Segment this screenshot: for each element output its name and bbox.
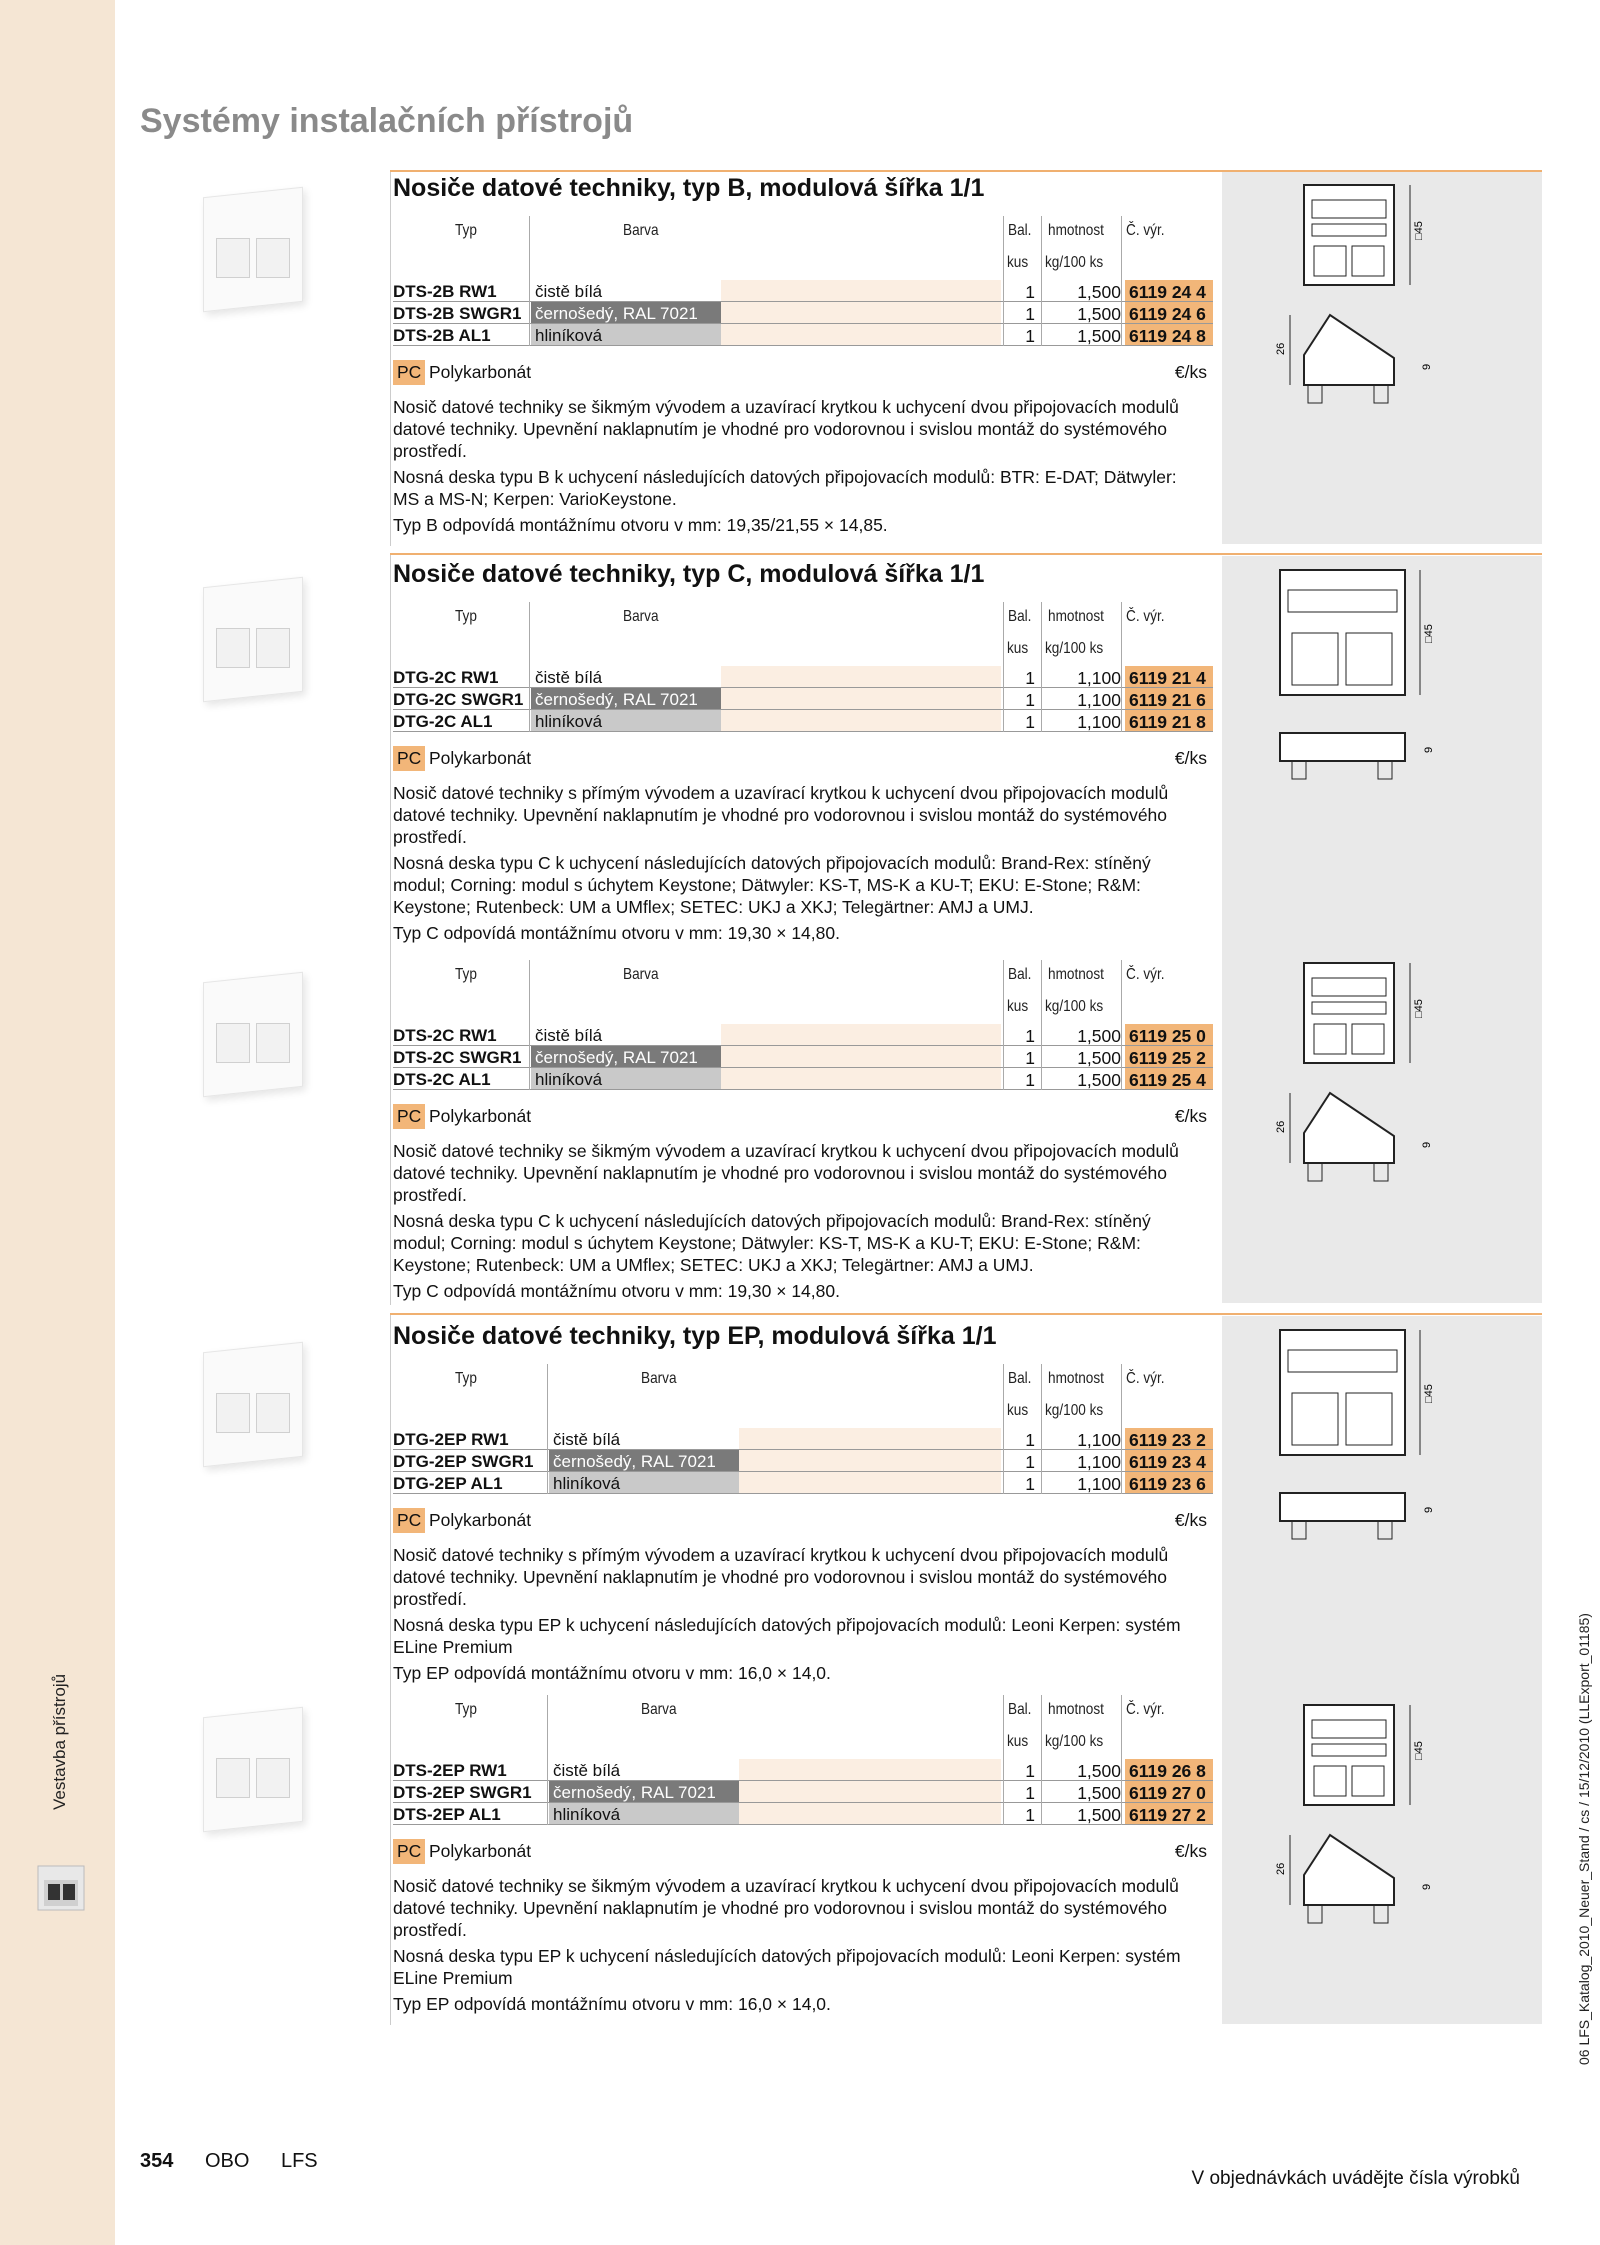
- description-paragraph: Typ C odpovídá montážnímu otvoru v mm: 19,30 × 14,80.: [393, 923, 840, 943]
- row-typ: DTS-2EP RW1: [393, 1761, 507, 1780]
- product-section: [393, 1695, 1213, 2019]
- row-barva: čistě bílá: [553, 1761, 621, 1780]
- header-kg: kg/100 ks: [1045, 1733, 1104, 1750]
- header-typ: Typ: [455, 1701, 477, 1718]
- table-row: [393, 1450, 1213, 1472]
- header-hmotnost: hmotnost: [1048, 1701, 1104, 1718]
- description-paragraph: Nosná deska typu EP k uchycení následujících datových připojovacích modulů: Leoni Kerpen: systém ELine Premium: [393, 1946, 1181, 1988]
- row-hmotnost: 1,500: [1077, 304, 1121, 324]
- header-bal: Bal.: [1008, 222, 1032, 239]
- svg-text:9: 9: [1421, 1883, 1433, 1890]
- row-cislo: 6119 23 4: [1125, 1450, 1213, 1471]
- header-barva: Barva: [623, 966, 659, 983]
- row-kus: 1: [1025, 282, 1035, 302]
- row-kus: 1: [1025, 1474, 1035, 1494]
- row-kus: 1: [1025, 326, 1035, 346]
- document-reference: 06 LFS_Katalog_2010_Neuer_Stand / cs / 15/12/2010 (LLExport_01185): [1576, 1613, 1592, 2065]
- row-kus: 1: [1025, 1048, 1035, 1068]
- product-table: [393, 602, 1213, 732]
- table-subheader: [393, 634, 1213, 666]
- svg-text:□45: □45: [1423, 1384, 1435, 1403]
- page-number: 354: [140, 2150, 174, 2172]
- header-cvyr: Č. výr.: [1126, 1370, 1165, 1387]
- row-hmotnost: 1,500: [1077, 1761, 1121, 1781]
- product-description: [393, 782, 1193, 944]
- header-kus: kus: [1007, 1402, 1029, 1419]
- material-label: Polykarbonát: [429, 362, 532, 382]
- row-cislo: 6119 23 6: [1125, 1472, 1213, 1493]
- table-header: [393, 1364, 1213, 1396]
- row-typ: DTS-2C RW1: [393, 1026, 497, 1045]
- row-barva: hliníková: [549, 1803, 739, 1824]
- description-paragraph: Nosič datové techniky se šikmým vývodem a uzavírací krytkou k uchycení dvou připojovacích modulů datové techniky. Upevnění naklapnutím je vhodné pro vodorovnou i svislou montáž do systémového prostředí.: [393, 1141, 1179, 1205]
- svg-text:9: 9: [1423, 746, 1435, 753]
- technical-drawing-angled: [1250, 180, 1450, 410]
- header-barva: Barva: [641, 1701, 677, 1718]
- row-barva: hliníková: [531, 1068, 721, 1089]
- product-title: Nosiče datové techniky, typ C, modulová šířka 1/1: [393, 560, 985, 588]
- table-header: [393, 1695, 1213, 1727]
- description-paragraph: Typ C odpovídá montážnímu otvoru v mm: 19,30 × 14,80.: [393, 1281, 840, 1301]
- page-footer: [140, 2150, 344, 2173]
- table-row: [393, 1781, 1213, 1803]
- table-header: [393, 602, 1213, 634]
- product-photo: [188, 1700, 318, 1840]
- header-cvyr: Č. výr.: [1126, 966, 1165, 983]
- footer-series: LFS: [280, 2150, 318, 2172]
- row-barva: hliníková: [549, 1472, 739, 1493]
- table-subheader: [393, 1396, 1213, 1428]
- table-subheader: [393, 248, 1213, 280]
- material-code: PC: [393, 1839, 425, 1864]
- description-paragraph: Typ EP odpovídá montážnímu otvoru v mm: 16,0 × 14,0.: [393, 1663, 831, 1683]
- technical-drawing-angled: [1250, 1700, 1450, 1930]
- header-cvyr: Č. výr.: [1126, 222, 1165, 239]
- section-separator: [390, 553, 1542, 555]
- row-hmotnost: 1,100: [1077, 690, 1121, 710]
- price-unit: €/ks: [1174, 748, 1207, 768]
- row-hmotnost: 1,500: [1077, 1783, 1121, 1803]
- description-paragraph: Nosná deska typu EP k uchycení následujících datových připojovacích modulů: Leoni Kerpen: systém ELine Premium: [393, 1615, 1181, 1657]
- row-kus: 1: [1025, 1070, 1035, 1090]
- row-barva: čistě bílá: [535, 282, 603, 301]
- row-typ: DTG-2EP SWGR1: [393, 1452, 534, 1471]
- row-typ: DTS-2EP AL1: [393, 1805, 501, 1824]
- table-row: [393, 302, 1213, 324]
- product-table: [393, 1695, 1213, 1825]
- table-row: [393, 1068, 1213, 1090]
- section-side-label: Vestavba přístrojů: [50, 1673, 69, 1810]
- row-cislo: 6119 27 2: [1125, 1803, 1213, 1824]
- material-code: PC: [393, 746, 425, 771]
- row-cislo: 6119 27 0: [1125, 1781, 1213, 1802]
- material-label: Polykarbonát: [429, 748, 532, 768]
- product-section: [393, 174, 1213, 540]
- row-cislo: 6119 24 6: [1125, 302, 1213, 323]
- product-description: [393, 1544, 1193, 1684]
- description-paragraph: Typ EP odpovídá montážnímu otvoru v mm: 16,0 × 14,0.: [393, 1994, 831, 2014]
- row-kus: 1: [1025, 1783, 1035, 1803]
- row-cislo: 6119 24 4: [1125, 280, 1213, 301]
- material-line: [393, 1839, 1213, 1869]
- row-kus: 1: [1025, 1805, 1035, 1825]
- material-line: [393, 746, 1213, 776]
- row-cislo: 6119 23 2: [1125, 1428, 1213, 1449]
- header-typ: Typ: [455, 608, 477, 625]
- product-table: [393, 960, 1213, 1090]
- product-photo: [188, 570, 318, 710]
- header-hmotnost: hmotnost: [1048, 966, 1104, 983]
- table-row: [393, 1472, 1213, 1494]
- row-kus: 1: [1025, 1026, 1035, 1046]
- row-cislo: 6119 25 4: [1125, 1068, 1213, 1089]
- header-barva: Barva: [623, 608, 659, 625]
- svg-text:□45: □45: [1413, 221, 1425, 240]
- product-section: [393, 1322, 1213, 1688]
- table-row: [393, 1759, 1213, 1781]
- header-typ: Typ: [455, 222, 477, 239]
- row-typ: DTS-2C SWGR1: [393, 1048, 522, 1067]
- header-barva: Barva: [623, 222, 659, 239]
- product-description: [393, 1140, 1193, 1302]
- table-row: [393, 1428, 1213, 1450]
- row-cislo: 6119 21 6: [1125, 688, 1213, 709]
- description-paragraph: Nosič datové techniky s přímým vývodem a uzavírací krytkou k uchycení dvou připojovacích modulů datové techniky. Upevnění naklapnutím je vhodné pro vodorovnou i svislou montáž do systémového prostředí.: [393, 1545, 1169, 1609]
- header-kg: kg/100 ks: [1045, 254, 1104, 271]
- material-label: Polykarbonát: [429, 1841, 532, 1861]
- row-kus: 1: [1025, 690, 1035, 710]
- svg-text:26: 26: [1275, 1862, 1287, 1875]
- material-line: [393, 360, 1213, 390]
- row-typ: DTG-2C SWGR1: [393, 690, 524, 709]
- product-photo: [188, 965, 318, 1105]
- material-code: PC: [393, 1104, 425, 1129]
- row-typ: DTS-2EP SWGR1: [393, 1783, 532, 1802]
- header-kus: kus: [1007, 998, 1029, 1015]
- header-kus: kus: [1007, 1733, 1029, 1750]
- row-typ: DTS-2B AL1: [393, 326, 491, 345]
- product-title: Nosiče datové techniky, typ B, modulová šířka 1/1: [393, 174, 985, 202]
- svg-text:9: 9: [1421, 1141, 1433, 1148]
- header-bal: Bal.: [1008, 1370, 1032, 1387]
- description-paragraph: Nosič datové techniky se šikmým vývodem a uzavírací krytkou k uchycení dvou připojovacích modulů datové techniky. Upevnění naklapnutím je vhodné pro vodorovnou i svislou montáž do systémového prostředí.: [393, 397, 1179, 461]
- footer-note: V objednávkách uvádějte čísla výrobků: [1191, 2168, 1520, 2189]
- table-row: [393, 324, 1213, 346]
- svg-text:□45: □45: [1413, 1741, 1425, 1760]
- description-paragraph: Typ B odpovídá montážnímu otvoru v mm: 19,35/21,55 × 14,85.: [393, 515, 888, 535]
- technical-drawing-straight: [1250, 1325, 1450, 1555]
- section-separator: [390, 1313, 1542, 1315]
- description-paragraph: Nosič datové techniky se šikmým vývodem a uzavírací krytkou k uchycení dvou připojovacích modulů datové techniky. Upevnění naklapnutím je vhodné pro vodorovnou i svislou montáž do systémového prostředí.: [393, 1876, 1179, 1940]
- row-cislo: 6119 25 0: [1125, 1024, 1213, 1045]
- product-title: Nosiče datové techniky, typ EP, modulová šířka 1/1: [393, 1322, 997, 1350]
- device-thumbnail-icon: [36, 1864, 86, 1912]
- row-hmotnost: 1,500: [1077, 1026, 1121, 1046]
- row-cislo: 6119 21 4: [1125, 666, 1213, 687]
- product-table: [393, 216, 1213, 346]
- product-table: [393, 1364, 1213, 1494]
- header-kus: kus: [1007, 640, 1029, 657]
- row-typ: DTG-2EP RW1: [393, 1430, 509, 1449]
- row-barva: černošedý, RAL 7021: [549, 1450, 739, 1471]
- row-barva: čistě bílá: [535, 668, 603, 687]
- table-row: [393, 1046, 1213, 1068]
- row-kus: 1: [1025, 668, 1035, 688]
- row-barva: černošedý, RAL 7021: [531, 1046, 721, 1067]
- header-cvyr: Č. výr.: [1126, 1701, 1165, 1718]
- row-hmotnost: 1,100: [1077, 712, 1121, 732]
- svg-text:26: 26: [1275, 342, 1287, 355]
- description-paragraph: Nosič datové techniky s přímým vývodem a uzavírací krytkou k uchycení dvou připojovacích modulů datové techniky. Upevnění naklapnutím je vhodné pro vodorovnou i svislou montáž do systémového prostředí.: [393, 783, 1169, 847]
- page-title: Systémy instalačních přístrojů: [140, 102, 634, 140]
- header-cvyr: Č. výr.: [1126, 608, 1165, 625]
- row-typ: DTS-2B RW1: [393, 282, 497, 301]
- svg-text:26: 26: [1275, 1120, 1287, 1133]
- product-photo: [188, 180, 318, 320]
- row-barva: černošedý, RAL 7021: [531, 688, 721, 709]
- table-row: [393, 710, 1213, 732]
- table-subheader: [393, 1727, 1213, 1759]
- description-paragraph: Nosná deska typu C k uchycení následujících datových připojovacích modulů: Brand-Rex: stíněný modul; Corning: modul s úchytem Keystone; Dätwyler: KS-T, MS-K a KU-T; EKU: E-Stone; R&M: Keystone; Rutenbeck: UM a UMflex; SETEC: UKJ a XKJ; Telegärtner: AMJ a UMJ.: [393, 853, 1151, 917]
- svg-text:□45: □45: [1413, 999, 1425, 1018]
- row-barva: čistě bílá: [535, 1026, 603, 1045]
- header-hmotnost: hmotnost: [1048, 608, 1104, 625]
- table-subheader: [393, 992, 1213, 1024]
- table-row: [393, 1024, 1213, 1046]
- header-kg: kg/100 ks: [1045, 1402, 1104, 1419]
- row-hmotnost: 1,500: [1077, 282, 1121, 302]
- material-code: PC: [393, 360, 425, 385]
- header-bal: Bal.: [1008, 1701, 1032, 1718]
- product-photo: [188, 1335, 318, 1475]
- header-barva: Barva: [641, 1370, 677, 1387]
- row-hmotnost: 1,100: [1077, 1430, 1121, 1450]
- row-barva: černošedý, RAL 7021: [549, 1781, 739, 1802]
- material-line: [393, 1508, 1213, 1538]
- row-barva: čistě bílá: [553, 1430, 621, 1449]
- row-barva: černošedý, RAL 7021: [531, 302, 721, 323]
- header-typ: Typ: [455, 1370, 477, 1387]
- table-header: [393, 216, 1213, 248]
- row-hmotnost: 1,500: [1077, 1070, 1121, 1090]
- svg-text:9: 9: [1421, 363, 1433, 370]
- table-row: [393, 1803, 1213, 1825]
- description-paragraph: Nosná deska typu C k uchycení následujících datových připojovacích modulů: Brand-Rex: stíněný modul; Corning: modul s úchytem Keystone; Dätwyler: KS-T, MS-K a KU-T; EKU: E-Stone; R&M: Keystone; Rutenbeck: UM a UMflex; SETEC: UKJ a XKJ; Telegärtner: AMJ a UMJ.: [393, 1211, 1151, 1275]
- table-row: [393, 666, 1213, 688]
- row-typ: DTG-2C AL1: [393, 712, 493, 731]
- product-section: [393, 560, 1213, 948]
- material-label: Polykarbonát: [429, 1510, 532, 1530]
- row-barva: hliníková: [531, 324, 721, 345]
- row-hmotnost: 1,500: [1077, 1805, 1121, 1825]
- row-kus: 1: [1025, 1452, 1035, 1472]
- material-line: [393, 1104, 1213, 1134]
- row-cislo: 6119 24 8: [1125, 324, 1213, 345]
- technical-drawing-straight: [1250, 565, 1450, 795]
- svg-text:9: 9: [1423, 1506, 1435, 1513]
- svg-text:□45: □45: [1423, 624, 1435, 643]
- description-paragraph: Nosná deska typu B k uchycení následujících datových připojovacích modulů: BTR: E-DAT; Dätwyler: MS a MS-N; Kerpen: VarioKeystone.: [393, 467, 1177, 509]
- table-header: [393, 960, 1213, 992]
- header-kus: kus: [1007, 254, 1029, 271]
- table-row: [393, 688, 1213, 710]
- price-unit: €/ks: [1174, 362, 1207, 382]
- row-cislo: 6119 25 2: [1125, 1046, 1213, 1067]
- row-kus: 1: [1025, 1430, 1035, 1450]
- header-kg: kg/100 ks: [1045, 998, 1104, 1015]
- header-kg: kg/100 ks: [1045, 640, 1104, 657]
- product-section: [393, 960, 1213, 1306]
- row-cislo: 6119 26 8: [1125, 1759, 1213, 1780]
- row-hmotnost: 1,500: [1077, 326, 1121, 346]
- row-hmotnost: 1,100: [1077, 1474, 1121, 1494]
- header-hmotnost: hmotnost: [1048, 222, 1104, 239]
- row-typ: DTS-2B SWGR1: [393, 304, 522, 323]
- row-cislo: 6119 21 8: [1125, 710, 1213, 731]
- product-description: [393, 1875, 1193, 2015]
- row-kus: 1: [1025, 712, 1035, 732]
- row-hmotnost: 1,100: [1077, 668, 1121, 688]
- row-typ: DTG-2C RW1: [393, 668, 499, 687]
- price-unit: €/ks: [1174, 1510, 1207, 1530]
- row-hmotnost: 1,100: [1077, 1452, 1121, 1472]
- row-hmotnost: 1,500: [1077, 1048, 1121, 1068]
- row-kus: 1: [1025, 1761, 1035, 1781]
- row-barva: hliníková: [531, 710, 721, 731]
- header-bal: Bal.: [1008, 966, 1032, 983]
- table-row: [393, 280, 1213, 302]
- header-hmotnost: hmotnost: [1048, 1370, 1104, 1387]
- product-description: [393, 396, 1193, 536]
- header-typ: Typ: [455, 966, 477, 983]
- row-kus: 1: [1025, 304, 1035, 324]
- footer-brand: OBO: [204, 2150, 250, 2172]
- price-unit: €/ks: [1174, 1841, 1207, 1861]
- material-label: Polykarbonát: [429, 1106, 532, 1126]
- row-typ: DTS-2C AL1: [393, 1070, 491, 1089]
- header-bal: Bal.: [1008, 608, 1032, 625]
- price-unit: €/ks: [1174, 1106, 1207, 1126]
- material-code: PC: [393, 1508, 425, 1533]
- row-typ: DTG-2EP AL1: [393, 1474, 503, 1493]
- technical-drawing-angled: [1250, 958, 1450, 1188]
